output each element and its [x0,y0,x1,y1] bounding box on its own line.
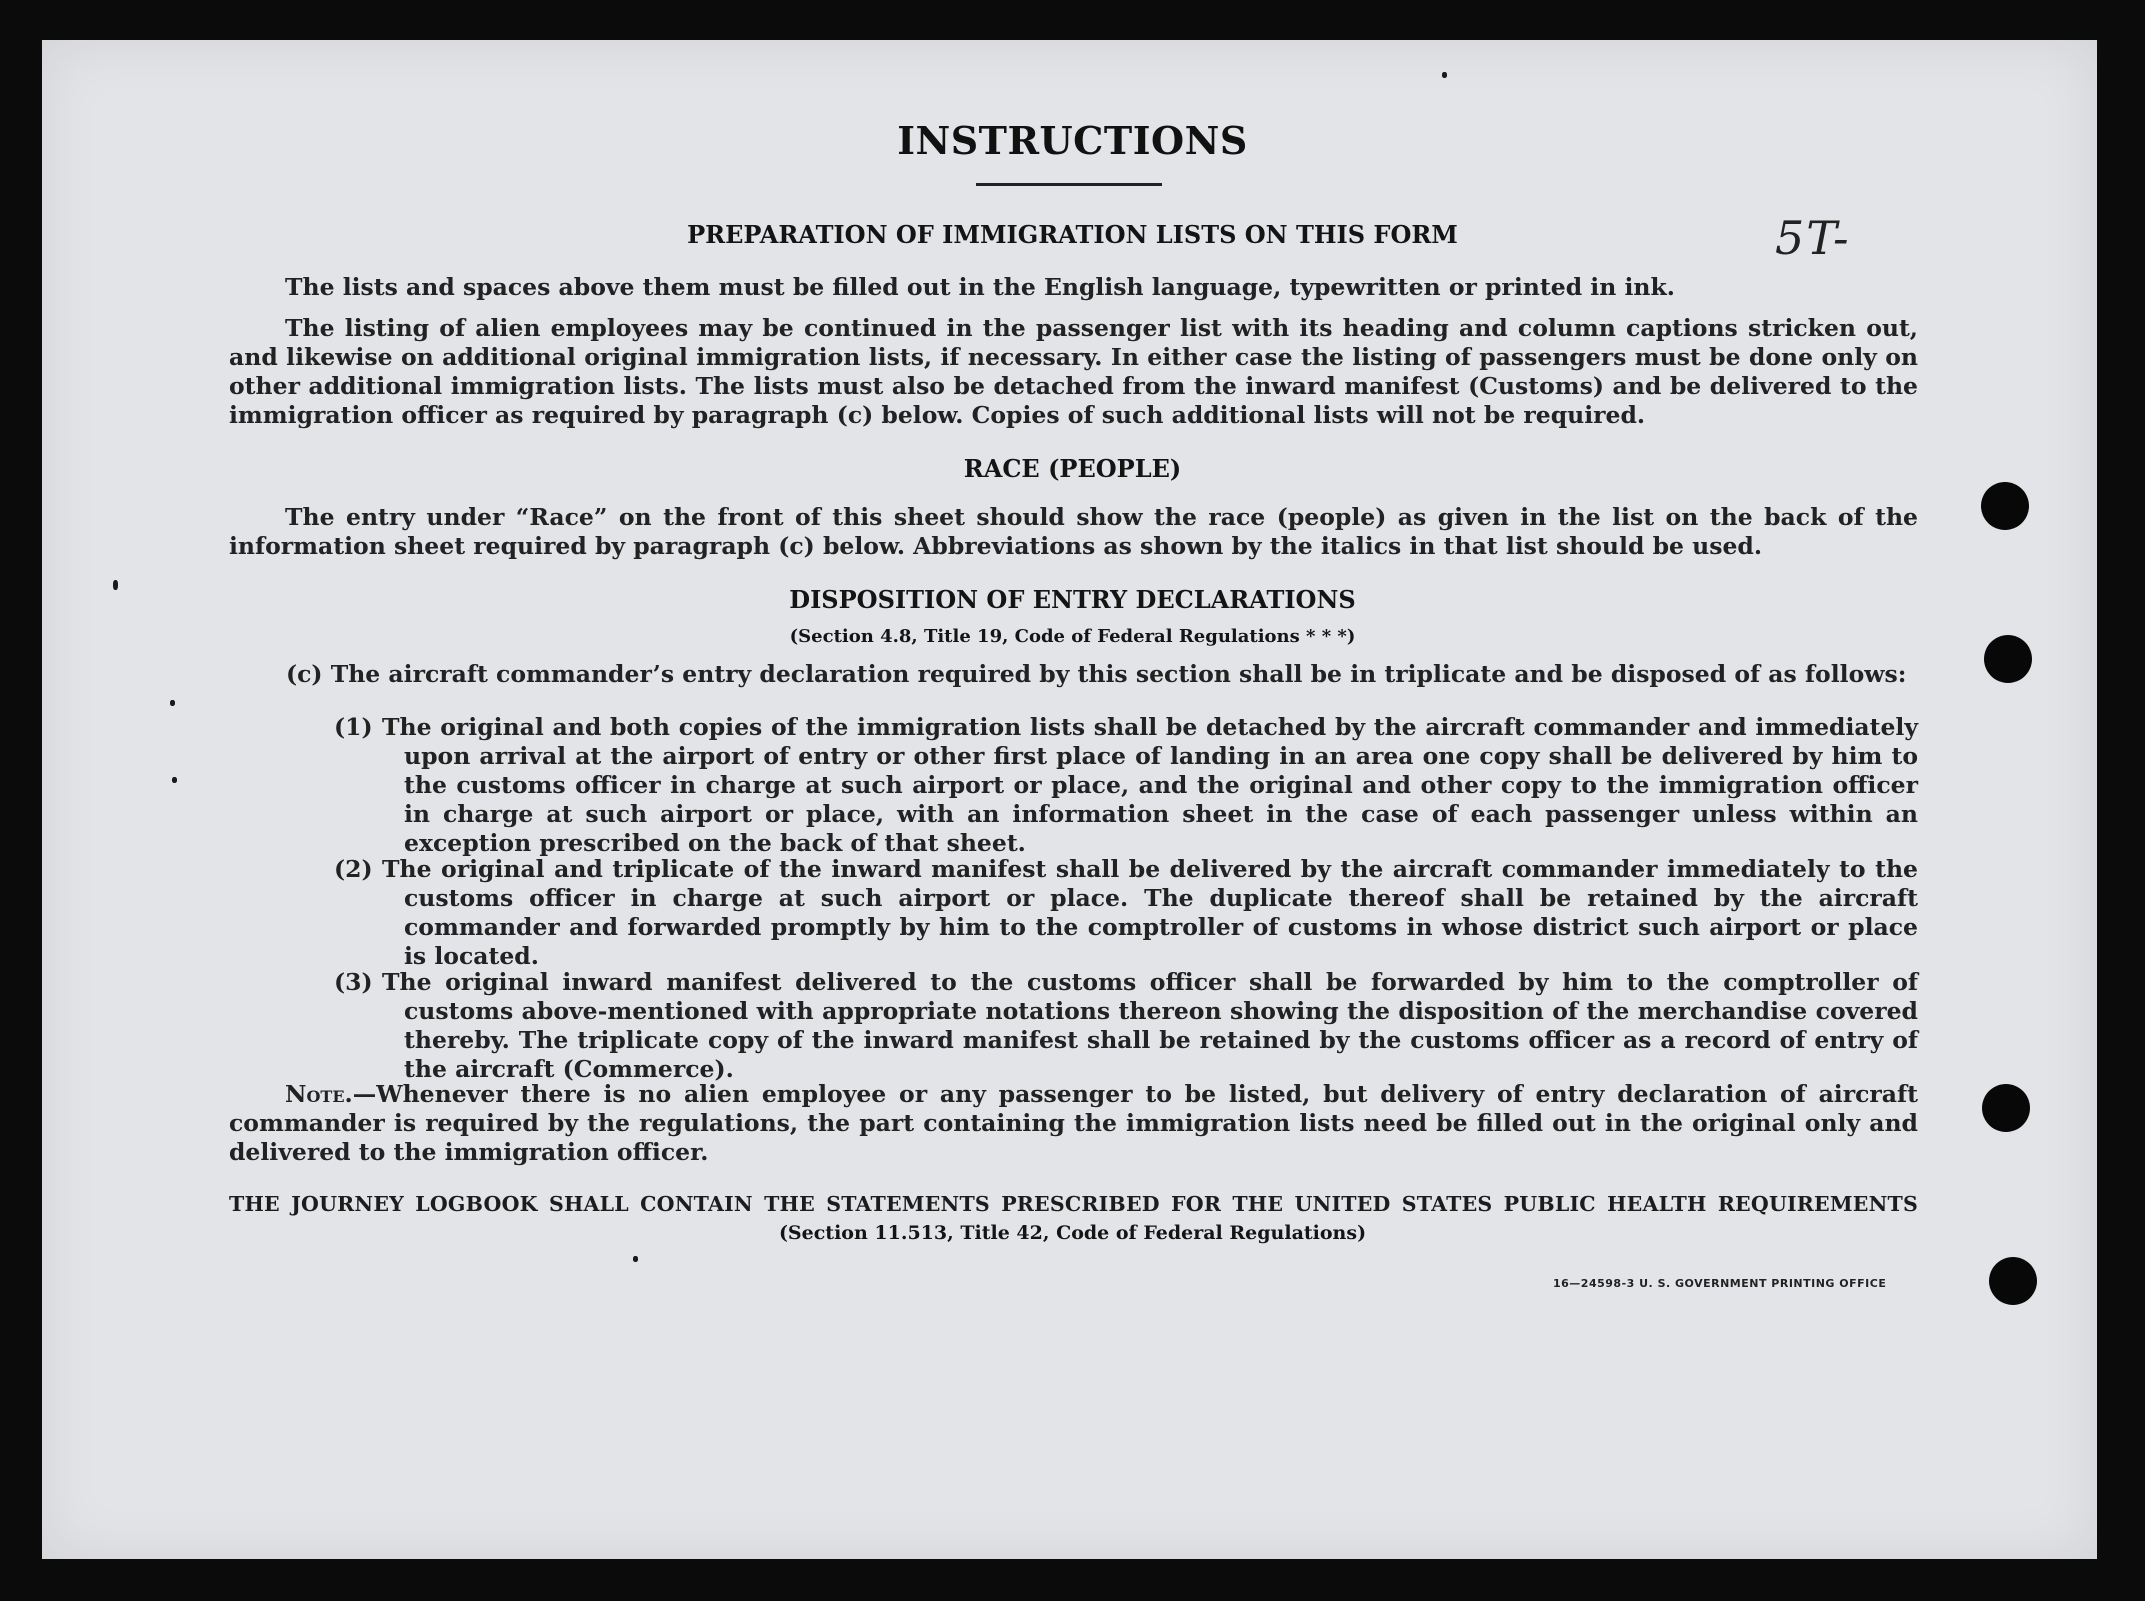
paragraph-english-language: The lists and spaces above them must be filled out in the English language, typewritten or printed in ink. [285,273,1675,301]
list-item [334,713,1918,858]
note-paragraph [229,1080,1918,1167]
page-title: INSTRUCTIONS [897,118,1248,163]
punch-hole [1989,1257,2037,1305]
speck [1442,72,1447,78]
speck [633,1256,638,1262]
list-item-text: The original inward manifest delivered to the customs officer shall be forwarded by him to the comptroller of customs above-mentioned with appropriate notations thereon showing the disposition of the merchandise covered thereby. The triplicate copy of the inward manifest shall be retained by the customs officer as a record of entry of the aircraft (Commerce). [382,968,1918,1083]
speck [170,700,175,706]
list-item-number: (3) [334,968,373,996]
section-heading-race: RACE (PEOPLE) [963,454,1182,483]
note-text: —Whenever there is no alien employee or any passenger to be listed, but delivery of entry declaration of aircraft commander is required by the regulations, the part containing the immigration lists need be filled out in the original only and delivered to the immigration officer. [229,1080,1918,1166]
title-underline [976,183,1162,186]
closing-statement: THE JOURNEY LOGBOOK SHALL CONTAIN THE STATEMENTS PRESCRIBED FOR THE UNITED STATES PUBLIC HEALTH REQUIREMENTS [229,1192,1918,1216]
handwritten-mark: 5T- [1775,211,1851,265]
note-label: Note. [285,1080,353,1108]
paragraph-race: The entry under “Race” on the front of this sheet should show the race (people) as given in the list on the back of the information sheet required by paragraph (c) below. Abbreviations as shown by the italics in that list should be used. [229,503,1918,560]
punch-hole [1981,482,2029,530]
list-item-text: The original and both copies of the immigration lists shall be detached by the aircraft commander and immediately upon arrival at the airport of entry or other first place of landing in an area one copy shall be delivered by him to the customs officer in charge at such airport or place, and the original and other copy to the immigration officer in charge at such airport or place, with an information sheet in the case of each passenger unless within an exception prescribed on the back of that sheet. [382,713,1918,857]
list-item-number: (2) [334,855,373,883]
section-heading-preparation: PREPARATION OF IMMIGRATION LISTS ON THIS FORM [687,220,1458,249]
section-heading-disposition: DISPOSITION OF ENTRY DECLARATIONS [789,585,1356,614]
printer-imprint: 16—24598-3 U. S. GOVERNMENT PRINTING OFFICE [1553,1277,1887,1290]
paragraph-alien-employees: The listing of alien employees may be continued in the passenger list with its heading and column captions stricken out, and likewise on additional original immigration lists, if necessary. In either case the listing of passengers must be done only on other additional immigration lists. The lists must also be detached from the inward manifest (Customs) and be delivered to the immigration officer as required by paragraph (c) below. Copies of such additional lists will not be required. [229,314,1918,429]
speck [172,777,177,783]
paragraph-disposition-intro: (c) The aircraft commander’s entry declaration required by this section shall be in triplicate and be disposed of as follows: [286,660,1907,688]
punch-hole [1982,1084,2030,1132]
list-item [334,968,1918,1084]
section-subheading-citation: (Section 4.8, Title 19, Code of Federal Regulations * * *) [789,626,1356,647]
closing-citation: (Section 11.513, Title 42, Code of Federal Regulations) [778,1222,1367,1244]
list-item-text: The original and triplicate of the inward manifest shall be delivered by the aircraft commander immediately to the customs officer in charge at such airport or place. The duplicate thereof shall be retained by the aircraft commander and forwarded promptly by him to the comptroller of customs in whose district such airport or place is located. [382,855,1918,970]
list-item [334,855,1918,971]
list-item-number: (1) [334,713,373,741]
